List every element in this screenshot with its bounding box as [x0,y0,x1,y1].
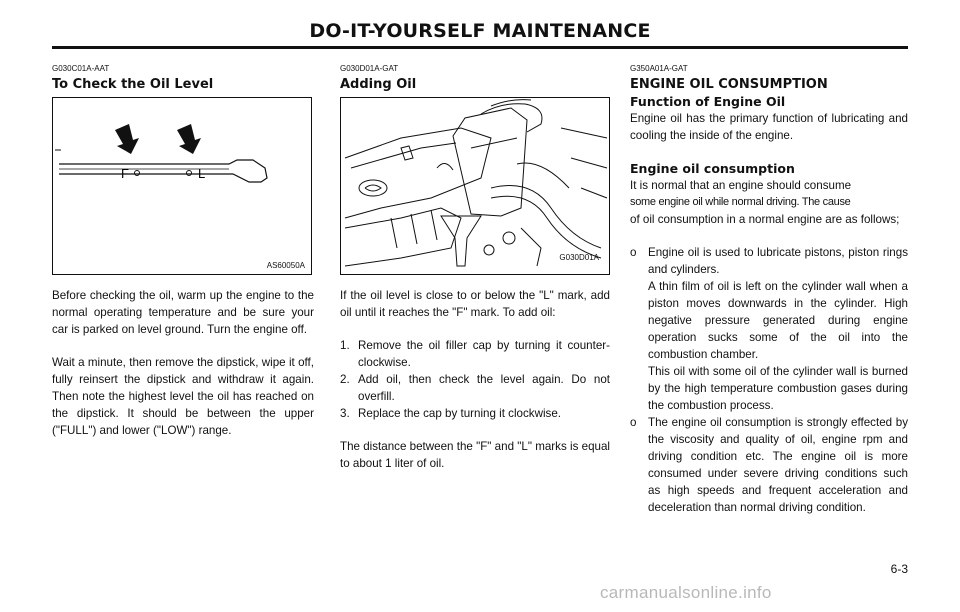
watermark: carmanualsonline.info [600,583,772,602]
steps-list [340,337,610,422]
column-check-oil-level [52,64,314,439]
list-item [630,244,908,414]
paragraph-line: of oil consumption in a normal engine are as follows; [630,213,900,226]
bullet-text: Engine oil is used to lubricate pistons, piston rings and cylinders. [648,246,908,276]
figure-label: AS60050A [266,261,305,270]
bullet-marker: o [630,246,637,259]
bullet-text: The engine oil consumption is strongly effected by the viscosity and quality of oil, engine rpm and driving condition etc. The engine oil is more consumed under severe driving conditions such as high speeds and frequent acceleration and deceleration than normal driving condition. [648,416,908,514]
section-code: G030C01A-AAT [52,64,110,73]
column-adding-oil [340,64,610,472]
column-oil-consumption [630,64,908,516]
header-rule [52,46,908,49]
step-text: Add oil, then check the level again. Do not overfill. [358,373,610,403]
paragraph: Wait a minute, then remove the dipstick, wipe it off, fully reinsert the dipstick and withdraw it again. Then note the highest level the oil has reached on the dipstick. It should be between the upper ("FULL") and lower ("LOW") range. [52,356,314,437]
arrow-l-icon [177,124,201,154]
list-item [340,371,610,405]
list-item [340,337,610,371]
dipstick-l-mark: L [198,166,206,181]
step-text: Remove the oil filler cap by turning it counter-clockwise. [358,339,610,369]
bullet-text: This oil with some oil of the cylinder wall is burned by the high temperature combustion gases during the combustion process. [648,365,908,412]
paragraph-line: It is normal that an engine should consume [630,179,852,192]
page-number: 6-3 [890,562,908,576]
step-number: 2. [340,373,350,386]
step-number: 1. [340,339,350,352]
oil-filler-figure [340,97,610,275]
subsection-title: Engine oil consumption [630,161,795,176]
section-title: ENGINE OIL CONSUMPTION [630,77,828,92]
section-code: G350A01A-GAT [630,64,688,73]
step-number: 3. [340,407,350,420]
paragraph-line: some engine oil while normal driving. The cause [630,196,851,208]
step-text: Replace the cap by turning it clockwise. [358,407,561,420]
paragraph: If the oil level is close to or below the "L" mark, add oil until it reaches the "F" mark. To add oil: [340,289,610,319]
paragraph: The distance between the "F" and "L" marks is equal to about 1 liter of oil. [340,440,610,470]
list-item [630,414,908,516]
dipstick-f-mark: F [121,166,129,181]
page-header-title: DO-IT-YOURSELF MAINTENANCE [309,20,651,42]
paragraph: Engine oil has the primary function of lubricating and cooling the inside of the engine. [630,112,908,142]
subsection-title: Function of Engine Oil [630,94,786,109]
figure-label: G030D01A [559,253,599,262]
arrow-f-icon [115,124,139,154]
section-title: To Check the Oil Level [52,77,214,92]
section-title: Adding Oil [340,77,417,92]
consumption-causes-list [630,244,908,516]
bullet-text: A thin film of oil is left on the cylinder wall when a piston moves downwards in the cylinder. High negative pressure generated during engine operation sucks some of the oil into the combustion chamber. [648,280,908,361]
section-code: G030D01A-GAT [340,64,399,73]
dipstick-illustration [53,98,311,274]
engine-oil-filler-illustration [341,98,609,274]
dipstick-figure [52,97,312,275]
bullet-marker: o [630,416,637,429]
list-item [340,405,610,422]
paragraph: Before checking the oil, warm up the engine to the normal operating temperature and be sure your car is parked on level ground. Turn the engine off. [52,289,314,336]
